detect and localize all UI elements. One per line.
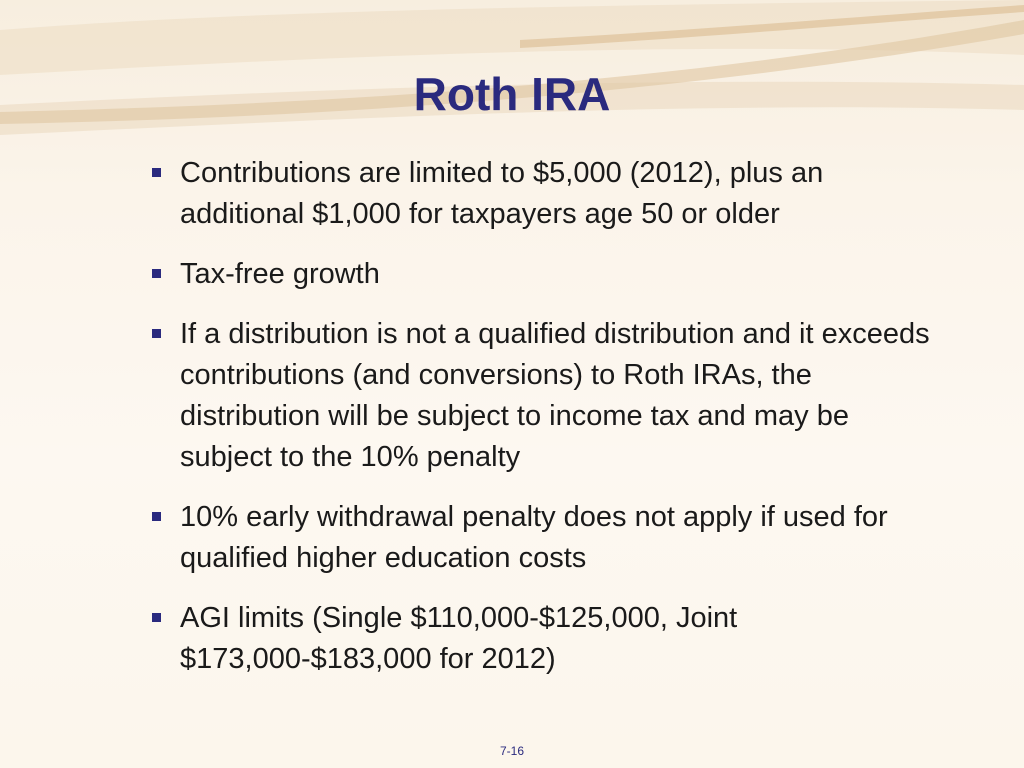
square-bullet-icon <box>152 269 161 278</box>
bullet-text: AGI limits (Single $110,000-$125,000, Joint $173,000-$183,000 for 2012) <box>180 602 738 675</box>
bullet-text: 10% early withdrawal penalty does not apply if used for qualified higher education costs <box>180 501 888 574</box>
square-bullet-icon <box>152 329 161 338</box>
square-bullet-icon <box>152 512 161 521</box>
bullet-item-tax-free-growth <box>148 254 948 295</box>
bullet-text: Tax-free growth <box>180 258 380 290</box>
bullet-item-agi-limits <box>148 598 948 680</box>
square-bullet-icon <box>152 613 161 622</box>
square-bullet-icon <box>152 168 161 177</box>
bullet-text: Contributions are limited to $5,000 (2012), plus an additional $1,000 for taxpayers age 50 or older <box>180 157 824 230</box>
bullet-item-contributions <box>148 153 948 235</box>
bullet-text: If a distribution is not a qualified distribution and it exceeds contributions (and conversions) to Roth IRAs, the distribution will be subject to income tax and may be subject to the 10% penalty <box>180 318 930 473</box>
bullet-list <box>148 153 948 699</box>
slide-title: Roth IRA <box>413 68 611 120</box>
bullet-item-distribution <box>148 314 948 478</box>
page-number: 7-16 <box>499 744 525 758</box>
bullet-item-early-withdrawal <box>148 497 948 579</box>
